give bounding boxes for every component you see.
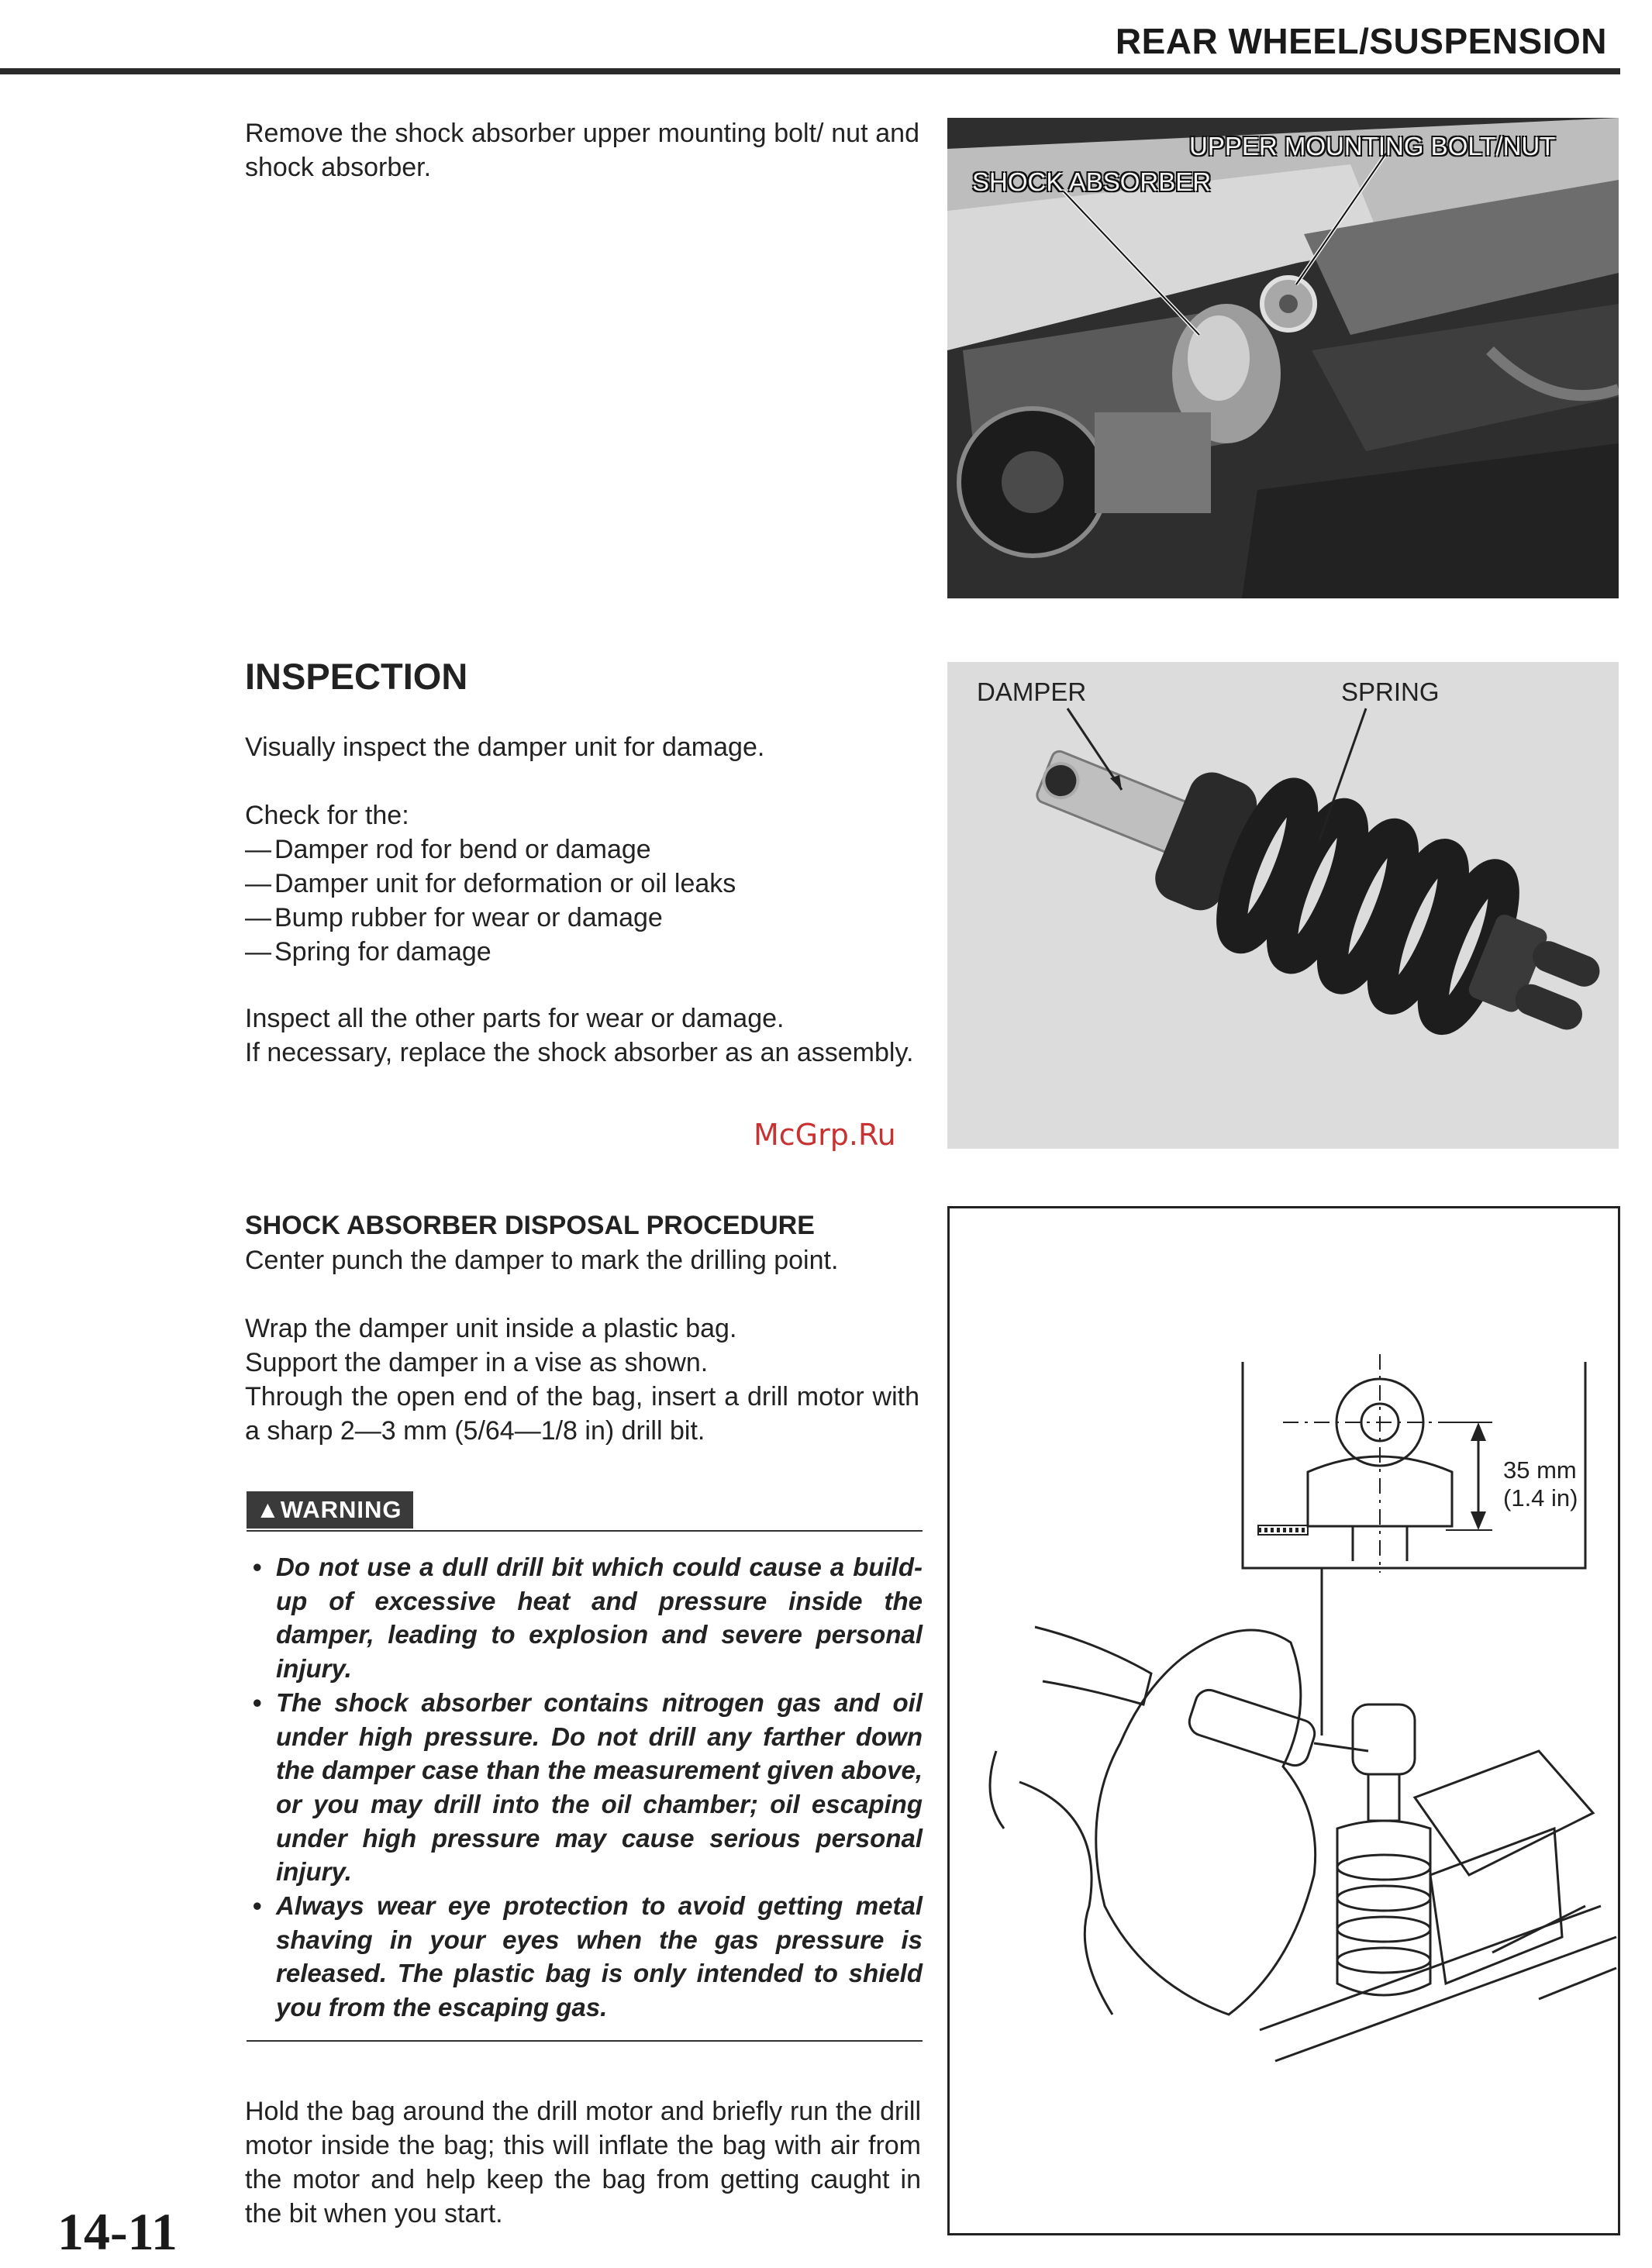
page-header-title: REAR WHEEL/SUSPENSION [1115, 21, 1607, 61]
header-rule [0, 68, 1620, 74]
drilling-figure [947, 1206, 1620, 2235]
dimension-in: (1.4 in) [1503, 1484, 1578, 1511]
disposal-step2c: Through the open end of the bag, insert a drill motor with a sharp 2—3 mm (5/64—1/8 in) drill bit. [245, 1382, 919, 1446]
check-for-label: Check for the: [245, 801, 409, 830]
replace-text: If necessary, replace the shock absorber as an assembly. [245, 1038, 914, 1067]
drilling-illustration [950, 1208, 1618, 2233]
shock-absorber-installed-photo [947, 118, 1619, 598]
check-item: — Damper unit for deformation or oil leaks [245, 867, 919, 901]
damper-spring-photo [947, 662, 1619, 1149]
dimension-mm: 35 mm [1503, 1456, 1577, 1484]
warning-top-rule [247, 1530, 923, 1532]
shock-absorber-unit-image [947, 662, 1619, 1149]
warning-item: • Always wear eye protection to avoid getting metal shaving in your eyes when the gas pressure is released. The plastic bag is only intended to shield you from the escaping gas. [247, 1889, 923, 2025]
disposal-final-text: Hold the bag around the drill motor and briefly run the drill motor inside the bag; this will inflate the bag with air from the motor and help keep the bag from getting caught in the bit when you start. [245, 2097, 921, 2228]
disposal-steps [245, 1312, 919, 1448]
check-item: — Damper rod for bend or damage [245, 832, 919, 867]
disposal-step1: Center punch the damper to mark the drilling point. [245, 1246, 839, 1275]
warning-badge [247, 1491, 413, 1529]
inspection-heading: INSPECTION [245, 656, 468, 697]
removal-text: Remove the shock absorber upper mounting bolt/ nut and shock absorber. [245, 119, 919, 182]
inspection-notes [245, 1001, 919, 1070]
warning-list [247, 1550, 923, 2025]
warning-triangle-icon: ▲ [256, 1496, 281, 1523]
inspection-intro: Visually inspect the damper unit for damage. [245, 732, 765, 762]
check-item: — Spring for damage [245, 935, 919, 969]
warning-label: WARNING [280, 1496, 402, 1523]
page-number: 14-11 [57, 2202, 178, 2261]
check-item: — Bump rubber for wear or damage [245, 901, 919, 935]
disposal-step2a: Wrap the damper unit inside a plastic bag. [245, 1314, 737, 1343]
shock-absorber-label: SHOCK ABSORBER [972, 167, 1212, 196]
watermark: McGrp.Ru [754, 1118, 896, 1152]
warning-bottom-rule [247, 2040, 923, 2042]
disposal-step2b: Support the damper in a vise as shown. [245, 1348, 709, 1377]
damper-label: DAMPER [977, 677, 1087, 706]
upper-mounting-bolt-label: UPPER MOUNTING BOLT/NUT [1189, 132, 1556, 160]
inspect-all-text: Inspect all the other parts for wear or damage. [245, 1004, 785, 1033]
disposal-heading: SHOCK ABSORBER DISPOSAL PROCEDURE [245, 1211, 815, 1240]
warning-item: • The shock absorber contains nitrogen gas and oil under high pressure. Do not drill any farther down the damper case than the measurement given above, or you may drill into the oil chamber; oil escaping under high pressure may cause serious personal injury. [247, 1686, 923, 1889]
dimension-label [1503, 1456, 1578, 1512]
inspection-checklist [245, 798, 919, 969]
warning-item: • Do not use a dull drill bit which could cause a build-up of excessive heat and pressure inside the damper, leading to explosion and severe personal injury. [247, 1550, 923, 1686]
spring-label: SPRING [1341, 677, 1440, 706]
